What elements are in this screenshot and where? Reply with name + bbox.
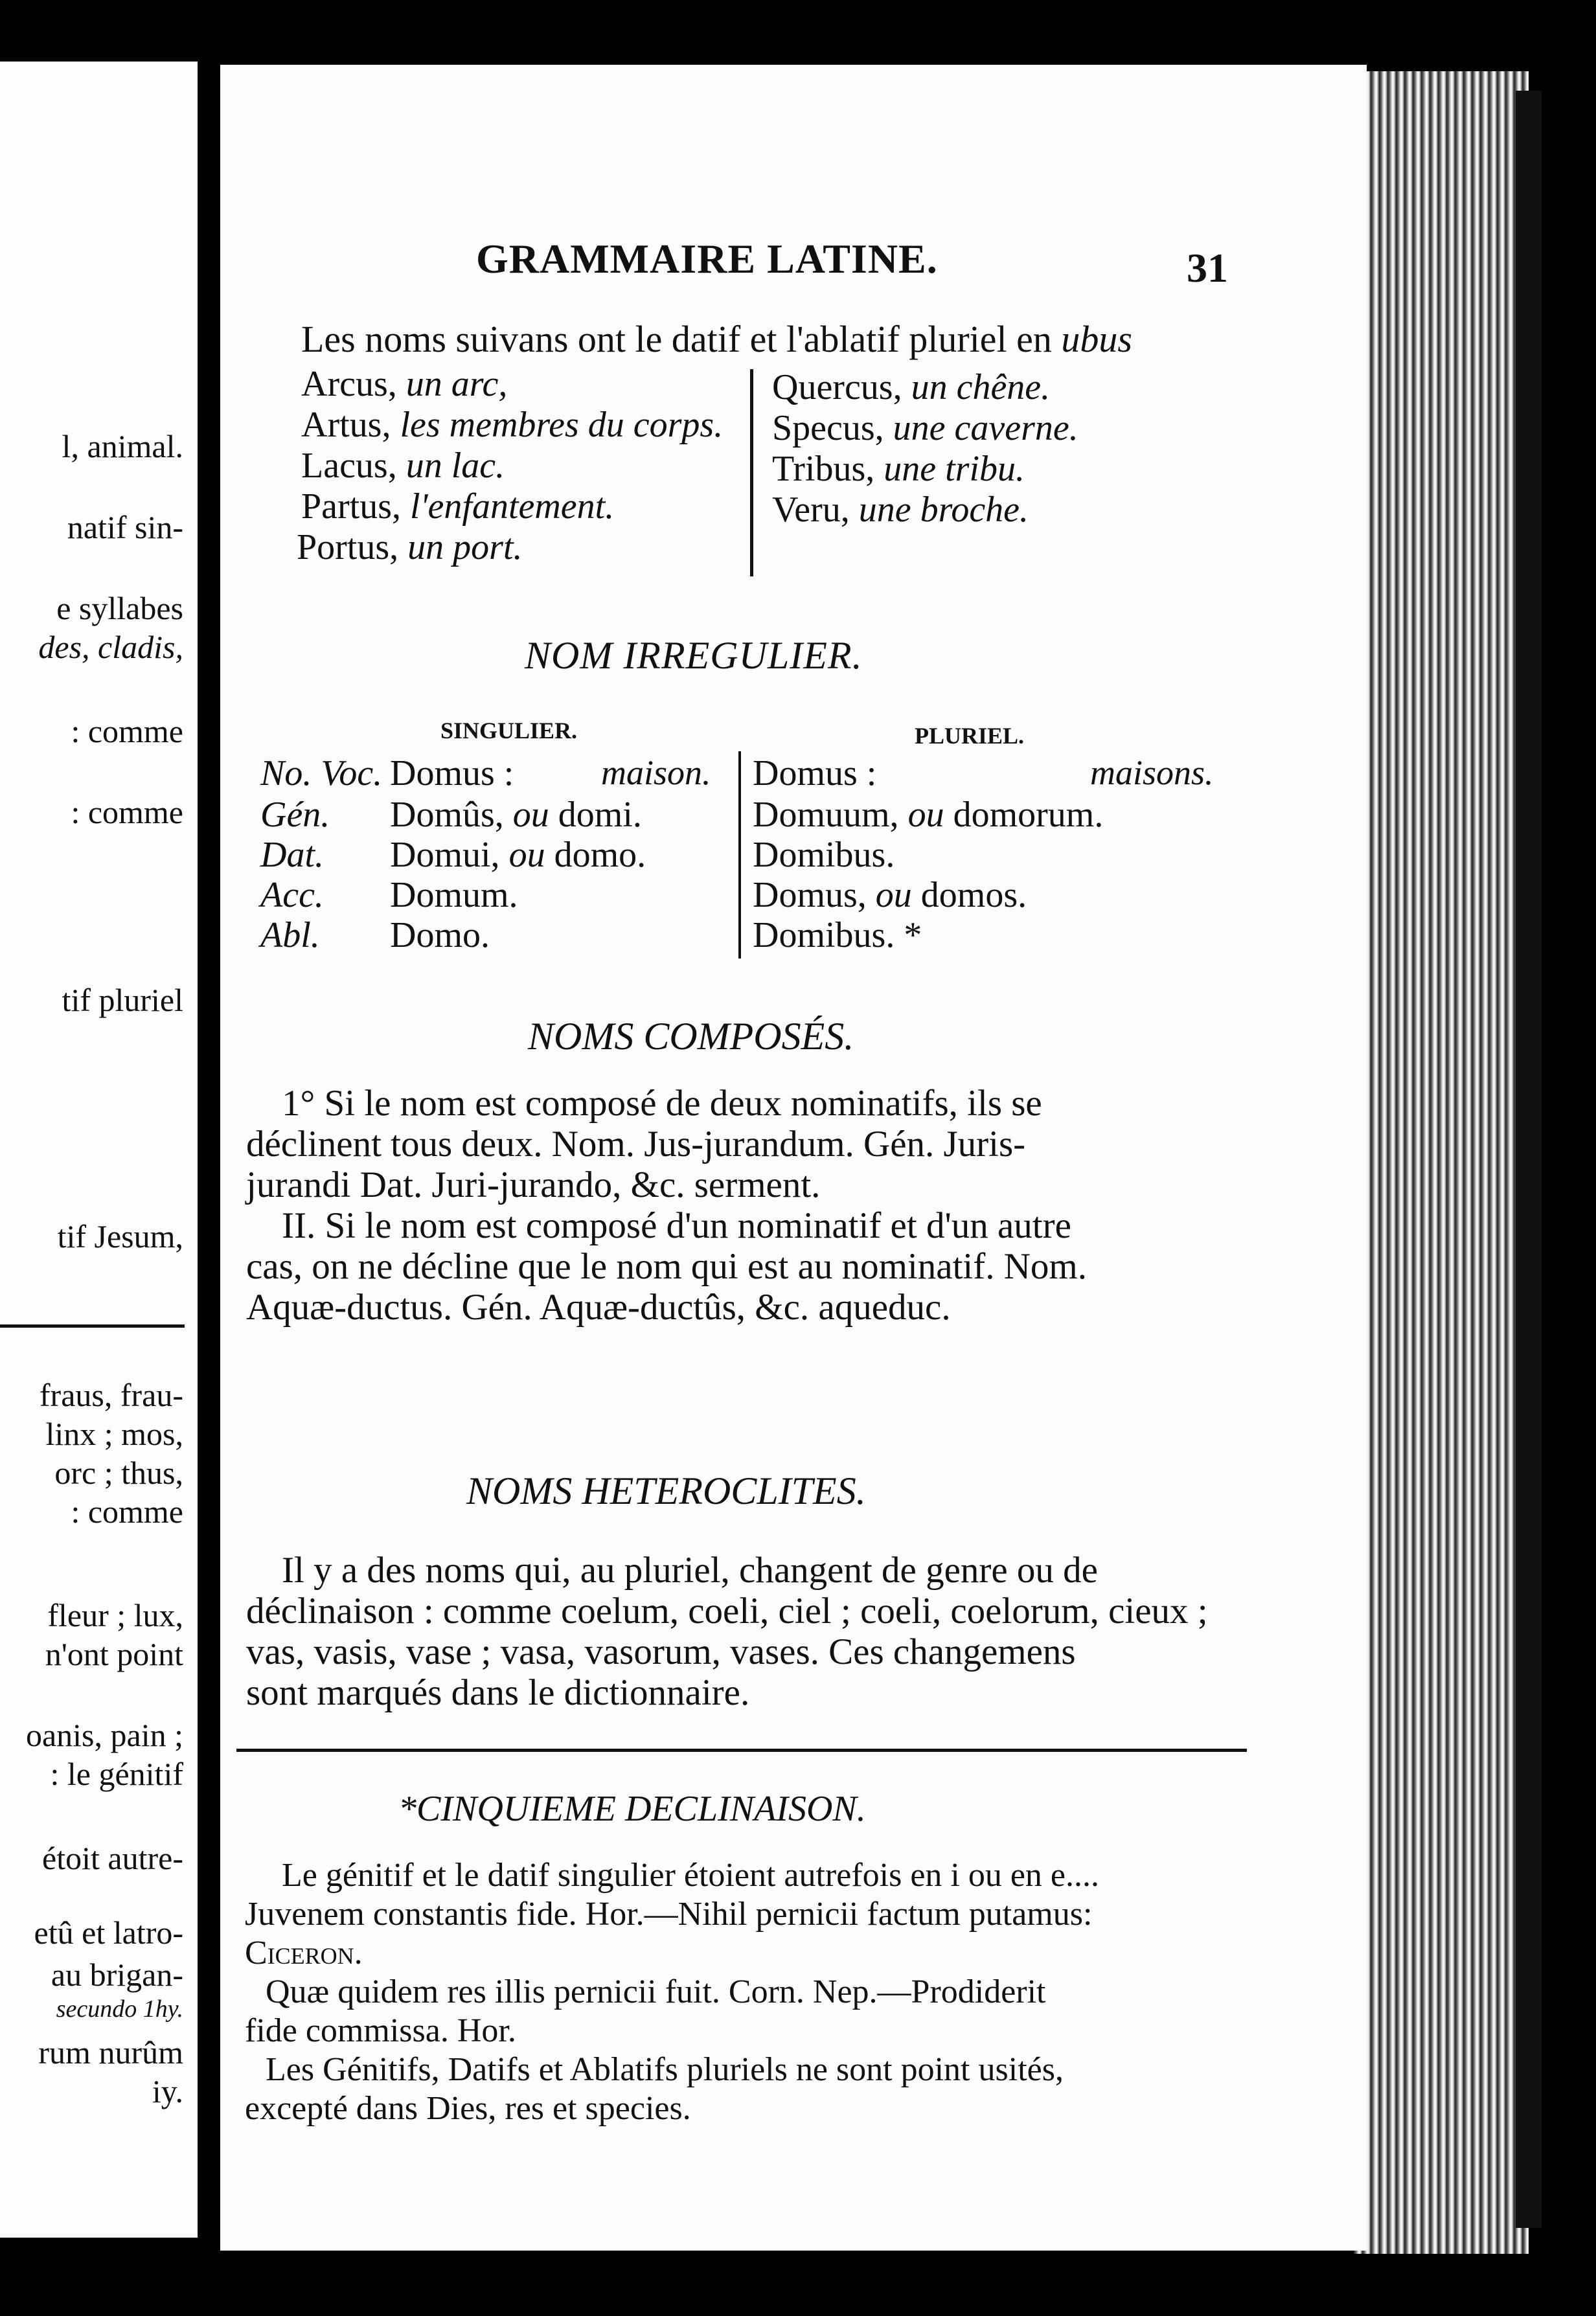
- ubus-left-item: [301, 448, 505, 484]
- left-fragment: : le génitif: [50, 1756, 183, 1792]
- body-line: déclinaison : comme coelum, coeli, ciel ; coeli, coelorum, cieux ;: [246, 1591, 1208, 1631]
- left-fragment-handwriting: secundo 1hy.: [56, 1995, 183, 2023]
- french-gloss: les membres du corps.: [400, 405, 724, 445]
- left-fragment: n'ont point: [45, 1636, 183, 1672]
- latin-word: Portus,: [297, 527, 399, 567]
- column-divider: [750, 369, 753, 576]
- singular-form: [390, 837, 646, 873]
- form-alt: domos.: [920, 875, 1027, 915]
- left-fragment: : comme: [71, 713, 183, 749]
- singular-label: SINGULIER.: [440, 718, 578, 744]
- plural-form: [753, 877, 1027, 913]
- left-rule: [0, 1324, 185, 1328]
- latin-word: Partus,: [301, 486, 401, 527]
- page-number: 31: [1187, 245, 1228, 291]
- left-fragment: des, cladis,: [38, 629, 183, 665]
- left-fragment: : comme: [71, 1493, 183, 1530]
- body-line: Il y a des noms qui, au pluriel, changent de genre ou de: [282, 1550, 1098, 1591]
- book-cover-edge: [1516, 91, 1542, 2228]
- form-or: ou: [512, 795, 549, 835]
- form-alt: domo.: [554, 835, 646, 875]
- ubus-left-item: [301, 366, 507, 402]
- case-label: Gén.: [260, 795, 330, 835]
- left-fragment: tif pluriel: [62, 982, 183, 1018]
- french-gloss: une broche.: [858, 490, 1029, 530]
- ubus-right-item: [772, 451, 1025, 487]
- page-edges: [1354, 71, 1529, 2254]
- singular-form: Domo.: [390, 915, 490, 955]
- french-gloss: un port.: [407, 527, 523, 567]
- left-fragment: linx ; mos,: [45, 1416, 183, 1452]
- plural-form: Domus :: [753, 753, 877, 793]
- left-fragment: iy.: [152, 2073, 183, 2109]
- french-gloss: l'enfantement.: [410, 486, 615, 527]
- body-line: cas, on ne décline que le nom qui est au nominatif. Nom.: [246, 1246, 1088, 1287]
- form-main: Domui,: [390, 835, 500, 875]
- left-fragment: etû et latro-: [34, 1914, 183, 1951]
- plural-label: PLURIEL.: [915, 723, 1025, 749]
- ubus-intro-em: ubus: [1061, 318, 1132, 360]
- left-fragment: au brigan-: [51, 1957, 183, 1993]
- ubus-right-item: [772, 410, 1078, 446]
- body-line: II. Si le nom est composé d'un nominatif et d'un autre: [282, 1205, 1071, 1246]
- body-line: déclinent tous deux. Nom. Jus-jurandum. Gén. Juris-: [246, 1124, 1026, 1164]
- form-alt: domorum.: [953, 795, 1104, 835]
- section-heading-composes: NOMS COMPOSÉS.: [528, 1015, 854, 1058]
- ubus-left-item: [301, 488, 614, 525]
- left-fragment: oanis, pain ;: [25, 1717, 183, 1753]
- left-page-fragment: [0, 62, 198, 2238]
- footnote-rule: [236, 1749, 1247, 1752]
- footnote-heading: *CINQUIEME DECLINAISON.: [398, 1789, 866, 1829]
- section-heading-irregulier: NOM IRREGULIER.: [525, 634, 863, 677]
- footnote-line: excepté dans Dies, res et species.: [245, 2090, 691, 2127]
- left-fragment: tif Jesum,: [57, 1218, 183, 1254]
- form-or: ou: [508, 835, 545, 875]
- section-heading-heteroclites: NOMS HETEROCLITES.: [466, 1470, 866, 1512]
- form-main: Domuum,: [753, 795, 899, 835]
- footnote-line: Juvenem constantis fide. Hor.—Nihil pernicii factum putamus:: [245, 1896, 1093, 1933]
- latin-word: Arcus,: [301, 364, 397, 404]
- footnote-line: Les Génitifs, Datifs et Ablatifs pluriels ne sont point usités,: [266, 2051, 1064, 2088]
- left-fragment: fleur ; lux,: [47, 1597, 183, 1633]
- latin-word: Artus,: [301, 405, 391, 445]
- left-fragment: fraus, frau-: [39, 1377, 183, 1413]
- case-label: Abl.: [260, 915, 320, 955]
- french-gloss: un lac.: [405, 446, 505, 486]
- ubus-right-item: [772, 492, 1029, 528]
- footnote-line: fide commissa. Hor.: [245, 2012, 516, 2049]
- french-gloss: une caverne.: [893, 408, 1078, 448]
- french-gloss: un arc,: [405, 364, 508, 404]
- form-or: ou: [875, 875, 912, 915]
- left-fragment: étoit autre-: [42, 1840, 183, 1876]
- form-main: Domûs,: [390, 795, 504, 835]
- body-line: vas, vasis, vase ; vasa, vasorum, vases. Ces changemens: [246, 1631, 1076, 1672]
- column-divider: [738, 751, 741, 959]
- latin-word: Veru,: [772, 490, 850, 530]
- french-gloss: une tribu.: [884, 449, 1025, 489]
- singular-gloss: maison.: [601, 753, 711, 792]
- plural-form: [753, 797, 1103, 833]
- ubus-left-item: [297, 529, 523, 565]
- left-fragment: : comme: [71, 794, 183, 830]
- french-gloss: un chêne.: [911, 367, 1051, 407]
- latin-word: Lacus,: [301, 446, 397, 486]
- latin-word: Specus,: [772, 408, 884, 448]
- latin-word: Tribus,: [772, 449, 875, 489]
- latin-word: Quercus,: [772, 367, 902, 407]
- book-page: [220, 65, 1367, 2251]
- ubus-right-item: [772, 369, 1050, 405]
- form-or: ou: [907, 795, 944, 835]
- body-line: 1° Si le nom est composé de deux nominatifs, ils se: [282, 1083, 1042, 1124]
- form-main: Domus,: [753, 875, 867, 915]
- footnote-line: Ciceron.: [245, 1935, 363, 1971]
- case-label: Acc.: [260, 875, 324, 915]
- plural-form: Domibus.: [753, 835, 895, 875]
- left-fragment: e syllabes: [56, 590, 183, 626]
- left-fragment: orc ; thus,: [54, 1455, 183, 1491]
- left-fragment: l, animal.: [62, 428, 183, 464]
- plural-gloss: maisons.: [1090, 753, 1214, 792]
- body-line: sont marqués dans le dictionnaire.: [246, 1672, 750, 1713]
- case-label: No. Voc.: [260, 753, 383, 793]
- ubus-intro: [301, 318, 1132, 360]
- left-fragment: rum nurûm: [38, 2034, 183, 2071]
- footnote-line: Le génitif et le datif singulier étoient autrefois en i ou en e....: [282, 1857, 1100, 1894]
- body-line: Aquæ-ductus. Gén. Aquæ-ductûs, &c. aqueduc.: [246, 1287, 951, 1328]
- footnote-line: Quæ quidem res illis pernicii fuit. Corn. Nep.—Prodiderit: [266, 1973, 1046, 2010]
- running-title: GRAMMAIRE LATINE.: [476, 236, 938, 282]
- case-label: Dat.: [260, 835, 324, 875]
- plural-form: Domibus. *: [753, 915, 922, 955]
- left-fragment: natif sin-: [67, 509, 183, 545]
- ubus-intro-text: Les noms suivans ont le datif et l'ablatif pluriel en: [301, 318, 1052, 360]
- form-alt: domi.: [558, 795, 642, 835]
- singular-form: [390, 797, 642, 833]
- ubus-left-item: [301, 407, 723, 443]
- singular-form: Domus :: [390, 753, 514, 793]
- body-line: jurandi Dat. Juri-jurando, &c. serment.: [246, 1164, 821, 1205]
- singular-form: Domum.: [390, 875, 518, 915]
